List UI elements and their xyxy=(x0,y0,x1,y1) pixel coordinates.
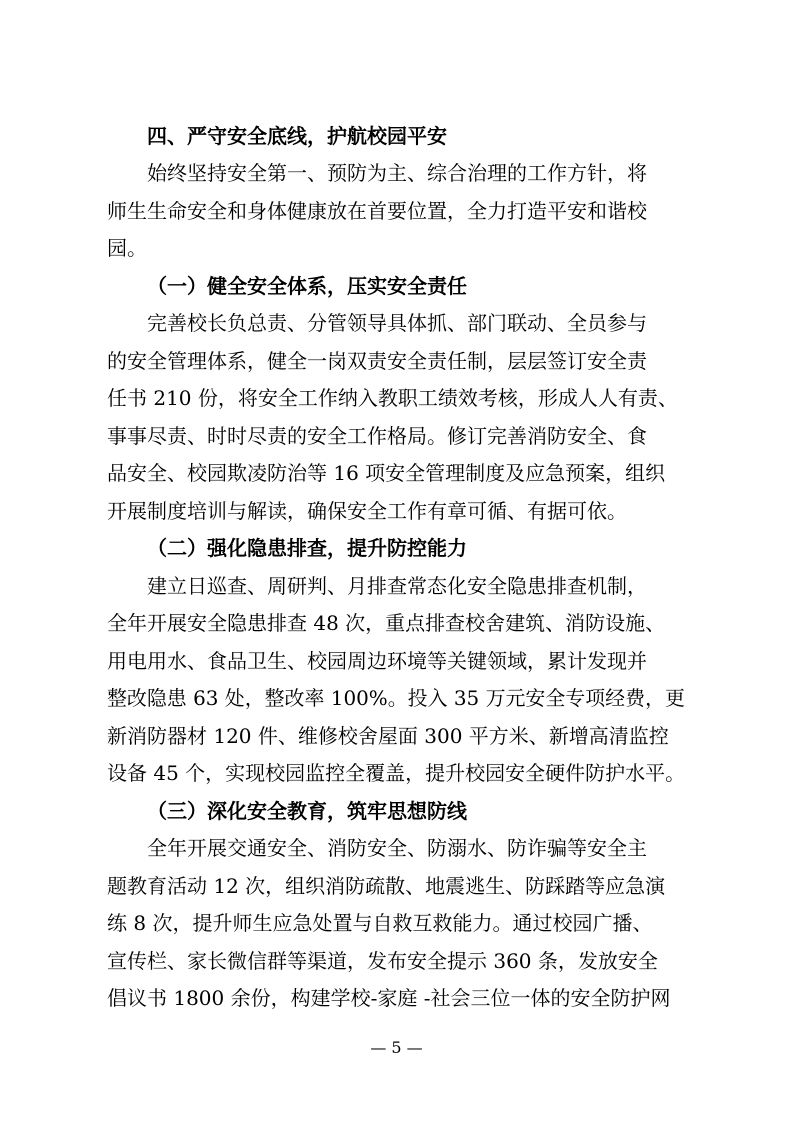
subsection-2-line-5: 新消防器材 120 件、维修校舍屋面 300 平方米、新增高清监控 xyxy=(107,724,669,748)
intro-line-3: 园。 xyxy=(107,236,147,260)
subsection-1-line-6: 开展制度培训与解读，确保安全工作有章可循、有据可依。 xyxy=(107,499,627,523)
subsection-1-line-3: 任书 210 份，将安全工作纳入教职工绩效考核，形成人人有责、 xyxy=(107,386,678,410)
subsection-2-line-1: 建立日巡查、周研判、月排查常态化安全隐患排查机制， xyxy=(147,574,647,598)
subsection-1-heading: （一）健全安全体系，压实安全责任 xyxy=(147,274,467,298)
subsection-3-line-2: 题教育活动 12 次，组织消防疏散、地震逃生、防踩踏等应急演 xyxy=(107,874,666,898)
subsection-3-line-1: 全年开展交通安全、消防安全、防溺水、防诈骗等安全主 xyxy=(147,836,647,860)
intro-line-2: 师生生命安全和身体健康放在首要位置，全力打造平安和谐校 xyxy=(107,199,647,223)
subsection-3-heading: （三）深化安全教育，筑牢思想防线 xyxy=(147,799,467,823)
subsection-1-line-5: 品安全、校园欺凌防治等 16 项安全管理制度及应急预案，组织 xyxy=(107,461,666,485)
subsection-2-line-3: 用电用水、食品卫生、校园周边环境等关键领域，累计发现并 xyxy=(107,649,647,673)
subsection-3-line-4: 宣传栏、家长微信群等渠道，发布安全提示 360 条，发放安全 xyxy=(107,949,658,973)
subsection-1-line-2: 的安全管理体系，健全一岗双责安全责任制，层层签订安全责 xyxy=(107,349,647,373)
subsection-1-line-1: 完善校长负总责、分管领导具体抓、部门联动、全员参与 xyxy=(147,311,647,335)
subsection-2-line-4: 整改隐患 63 处，整改率 100%。投入 35 万元安全专项经费，更 xyxy=(107,686,685,710)
page-number: — 5 — xyxy=(370,1038,423,1057)
subsection-2-line-2: 全年开展安全隐患排查 48 次，重点排查校舍建筑、消防设施、 xyxy=(107,611,666,635)
intro-line-1: 始终坚持安全第一、预防为主、综合治理的工作方针，将 xyxy=(147,161,647,185)
subsection-3-line-5: 倡议书 1800 余份，构建学校-家庭 -社会三位一体的安全防护网 xyxy=(107,986,671,1010)
subsection-1-line-4: 事事尽责、时时尽责的安全工作格局。修订完善消防安全、食 xyxy=(107,424,647,448)
subsection-2-heading: （二）强化隐患排查，提升防控能力 xyxy=(147,536,467,560)
section-heading: 四、严守安全底线，护航校园平安 xyxy=(147,124,447,148)
subsection-2-line-6: 设备 45 个，实现校园监控全覆盖，提升校园安全硬件防护水平。 xyxy=(107,761,686,785)
subsection-3-line-3: 练 8 次，提升师生应急处置与自救互救能力。通过校园广播、 xyxy=(107,911,653,935)
